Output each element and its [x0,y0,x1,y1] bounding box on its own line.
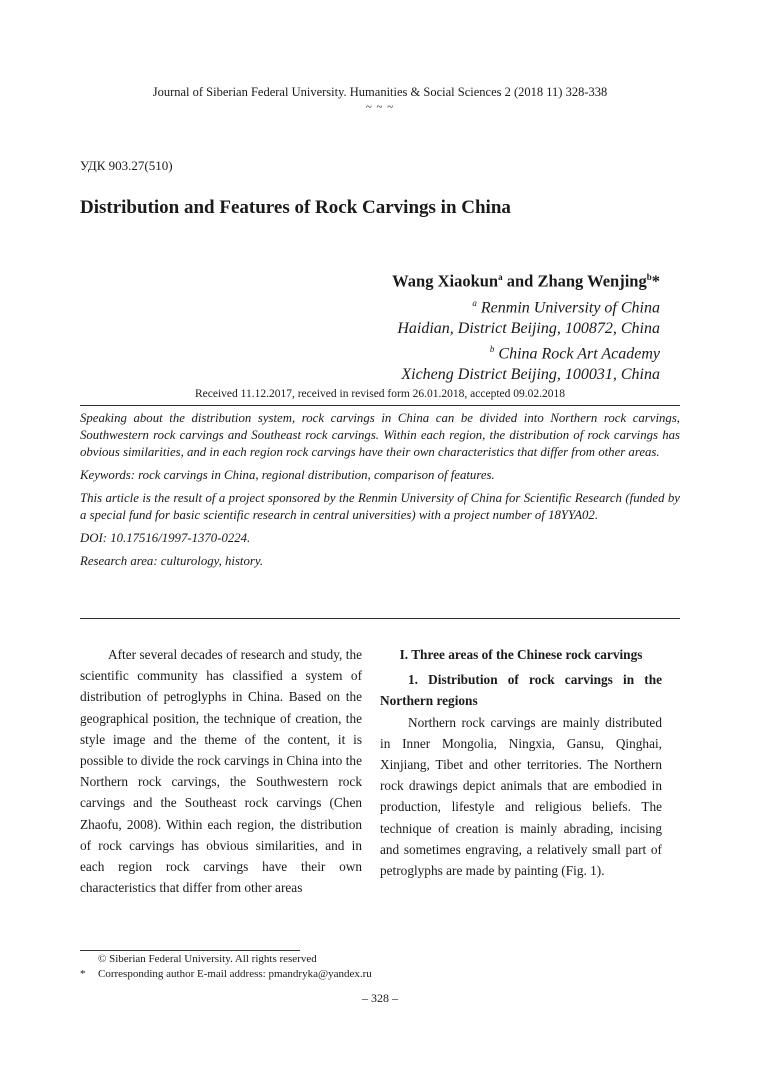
research-area: Research area: culturology, history. [80,554,264,568]
subsection-heading: 1. Distribution of rock carvings in the Northern regions [380,672,662,709]
right-column [380,644,662,881]
abstract-bottom-rule [80,618,680,619]
corresponding-mark: * [651,271,660,291]
page-number: – 328 – [362,991,398,1005]
copyright-footnote [80,952,372,967]
intro-paragraph: After several decades of research and study, the scientific community has classified a system of distribution of petroglyphs in China. Based on the geographical position, the technique of creation, the style image and the theme of the content, it is possible to divide the rock carvings in China into the Northern rock carvings, the Southwestern rock carvings and the Southeast rock carvings (Chen Zhaofu, 2008). Within each region, the distribution of rock carvings has obvious similarities, and in each region rock carvings have their own characteristics that differ from other areas [80,647,362,896]
header-ornament: ~ ~ ~ [365,101,395,113]
footnote-mark: * [80,968,86,980]
affiliation-b-line2: Xicheng District Beijing, 100031, China [401,366,660,384]
aff-b-sup: b [489,343,495,354]
corresponding-footnote [80,967,372,982]
corresponding-text: Corresponding author E-mail address: pmandryka@yandex.ru [98,968,372,980]
funding-note: This article is the result of a project sponsored by the Renmin University of China for Scientific Research (funded by a special fund for basic scientific research in central universities) with a project number of 18YYA02. [80,491,680,522]
author-1: Wang Xiaokun [392,271,499,291]
copyright-text: © Siberian Federal University. All rights reserved [98,953,317,965]
affiliation-a-line2: Haidian, District Beijing, 100872, China [397,319,660,337]
doi: DOI: 10.17516/1997-1370-0224. [80,531,251,545]
author-1-sup: a [498,272,503,282]
northern-paragraph: Northern rock carvings are mainly distributed in Inner Mongolia, Ningxia, Gansu, Qinghai, Xinjiang, Tibet and other territories. The Northern rock drawings depict animals that are embodied in production, lifestyle and religious beliefs. The technique of creation is mainly abrading, incising and sometimes engraving, a relatively small part of petroglyphs are made by painting (Fig. 1). [380,714,662,879]
aff-a-name: Renmin University of China [480,298,660,316]
affiliation-a-line1 [392,293,660,318]
left-column [80,644,362,898]
received-dates: Received 11.12.2017, received in revised form 26.01.2018, accepted 09.02.2018 [194,388,566,400]
abstract-block [80,410,680,576]
journal-header: Journal of Siberian Federal University. Humanities & Social Sciences 2 (2018 11) 328-338 [152,85,608,99]
abstract-top-rule [80,405,680,406]
author-2: Zhang Wenjing [537,271,647,291]
section-heading: I. Three areas of the Chinese rock carvings [399,647,643,662]
article-title: Distribution and Features of Rock Carvings in China [80,197,511,218]
affiliation-b-line1 [392,339,660,364]
footnote-rule [80,950,300,951]
keywords: Keywords: rock carvings in China, regional distribution, comparison of features. [80,468,495,482]
author-names [392,266,660,293]
aff-b-name: China Rock Art Academy [498,345,660,363]
author-and: and [502,271,538,291]
author-2-sup: b [646,272,652,282]
authors-block [392,266,660,385]
aff-a-sup: a [472,297,477,308]
footnotes [80,952,372,982]
udk-code: УДК 903.27(510) [80,158,173,173]
abstract-text: Speaking about the distribution system, rock carvings in China can be divided into Northern rock carvings, Southwestern rock carvings and Southeast rock carvings. Within each region, the distribution of rock carvings has obvious similarities, and in each region rock carvings have their own characteristics that differ from other areas. [80,411,680,459]
